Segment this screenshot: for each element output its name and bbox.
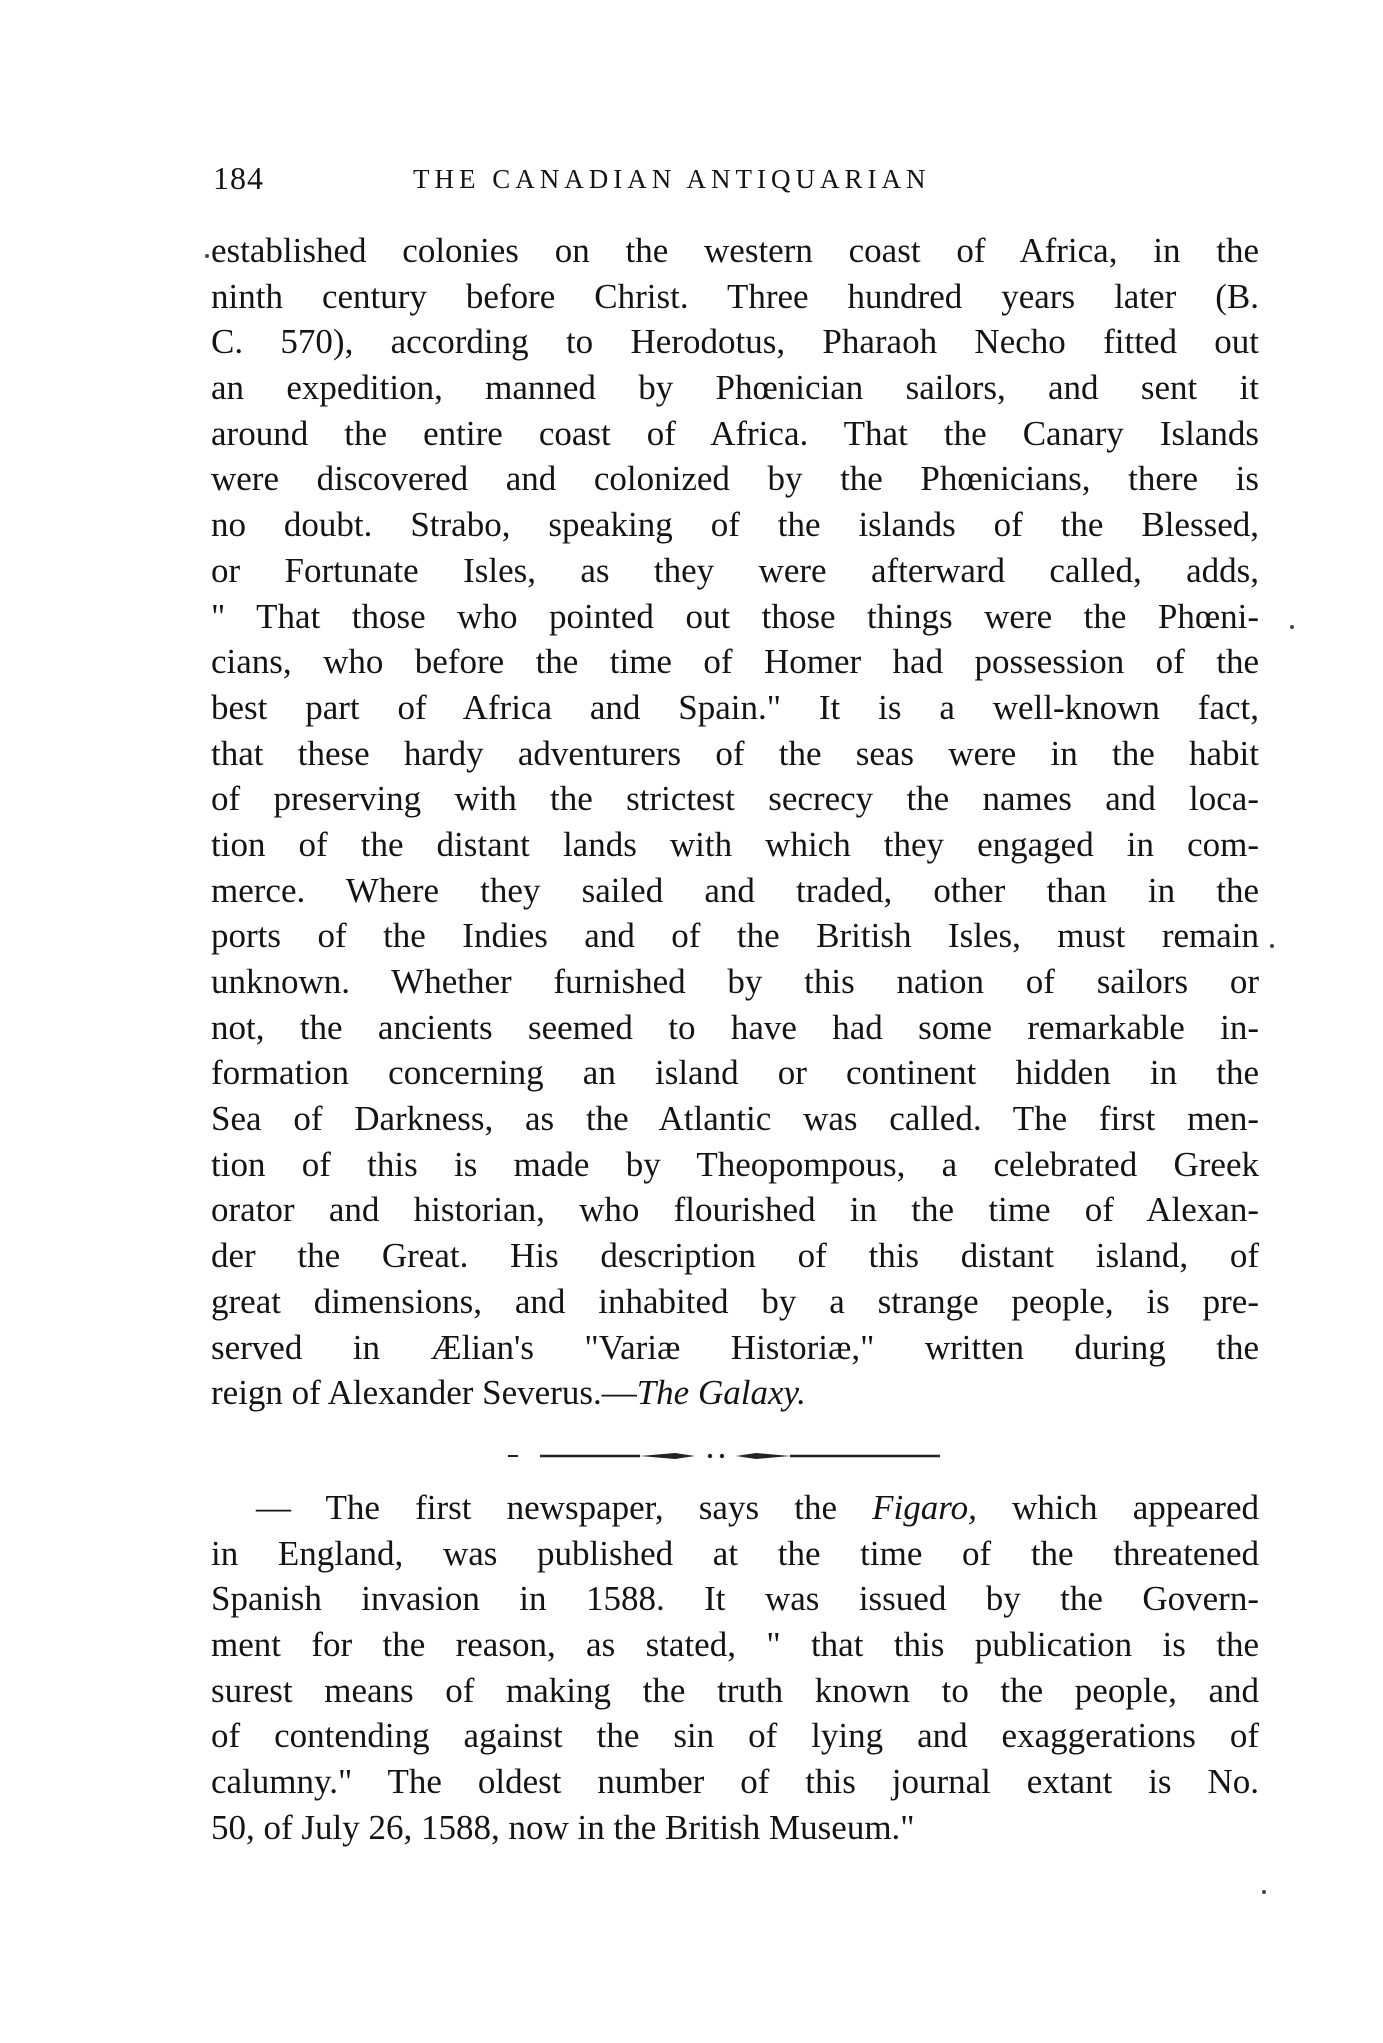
text-line: C. 570), according to Herodotus, Pharaoh Necho fitted out <box>211 322 1259 362</box>
running-head <box>213 160 1263 204</box>
text-line: calumny." The oldest number of this journal extant is No. <box>211 1762 1259 1802</box>
page-number: 184 <box>213 160 264 196</box>
print-speck <box>1270 944 1274 948</box>
text-line: surest means of making the truth known to the people, and <box>211 1670 1259 1710</box>
text-line: formation concerning an island or continent hidden in the <box>211 1053 1259 1093</box>
text-line: established colonies on the western coast of Africa, in the <box>211 231 1259 270</box>
text-line: or Fortunate Isles, as they were afterward called, adds, <box>211 550 1259 590</box>
text-line: " That those who pointed out those things were the Phœni- <box>211 596 1259 636</box>
text-line: around the entire coast of Africa. That the Canary Islands <box>211 413 1259 453</box>
text-line-last: 50, of July 26, 1588, now in the British Museum." <box>211 1807 915 1847</box>
text-line: great dimensions, and inhabited by a strange people, is pre- <box>211 1281 1259 1321</box>
text-line-first <box>211 1485 1259 1531</box>
text-line: of contending against the sin of lying and exaggerations of <box>211 1716 1259 1756</box>
text-line-first-end: which appeared <box>976 1488 1259 1527</box>
text-line: tion of the distant lands with which they engaged in com- <box>211 824 1259 864</box>
text-line: no doubt. Strabo, speaking of the islands of the Blessed, <box>211 505 1259 545</box>
text-line: tion of this is made by Theopompous, a celebrated Greek <box>211 1144 1259 1184</box>
text-line: cians, who before the time of Homer had possession of the <box>211 642 1259 682</box>
text-line: an expedition, manned by Phœnician sailors, and sent it <box>211 368 1259 408</box>
figaro-title: Figaro, <box>872 1488 977 1527</box>
text-line: der the Great. His description of this distant island, of <box>211 1236 1259 1276</box>
text-line: best part of Africa and Spain." It is a well-known fact, <box>211 687 1259 727</box>
text-line: of preserving with the strictest secrecy the names and loca- <box>211 779 1259 819</box>
text-line: unknown. Whether furnished by this nation of sailors or <box>211 962 1259 1001</box>
text-line: Sea of Darkness, as the Atlantic was called. The first men- <box>211 1099 1259 1139</box>
text-line: merce. Where they sailed and traded, other than in the <box>211 870 1259 910</box>
text-line: were discovered and colonized by the Phœnicians, there is <box>211 459 1259 499</box>
text-line: not, the ancients seemed to have had some remarkable in- <box>211 1007 1259 1047</box>
text-line: Spanish invasion in 1588. It was issued by the Govern- <box>211 1579 1259 1619</box>
text-line: that these hardy adventurers of the seas were in the habit <box>211 733 1259 773</box>
text-line: ports of the Indies and of the British Isles, must remain <box>211 916 1259 956</box>
journal-title: THE CANADIAN ANTIQUARIAN <box>413 164 931 194</box>
article-first-newspaper <box>211 1485 1259 1851</box>
source-citation: The Galaxy. <box>636 1373 806 1413</box>
text-line: served in Ælian's "Variæ Historiæ," written during the <box>211 1327 1259 1367</box>
print-speck <box>205 254 209 258</box>
print-speck <box>1290 625 1294 629</box>
ornamental-rule <box>500 1450 962 1462</box>
text-line-last <box>211 1370 1259 1416</box>
text-line: ninth century before Christ. Three hundred years later (B. <box>211 276 1259 316</box>
text-line-last-body: reign of Alexander Severus.— <box>211 1373 637 1413</box>
section-separator <box>500 1450 962 1462</box>
text-line: ment for the reason, as stated, " that this publication is the <box>211 1625 1259 1665</box>
article-colonies-of-africa <box>211 228 1259 1416</box>
text-line: orator and historian, who flourished in the time of Alexan- <box>211 1190 1259 1230</box>
print-speck <box>1262 1890 1266 1894</box>
text-line: in England, was published at the time of the threatened <box>211 1533 1259 1573</box>
text-line-first-start: — The first newspaper, says the <box>256 1488 873 1527</box>
